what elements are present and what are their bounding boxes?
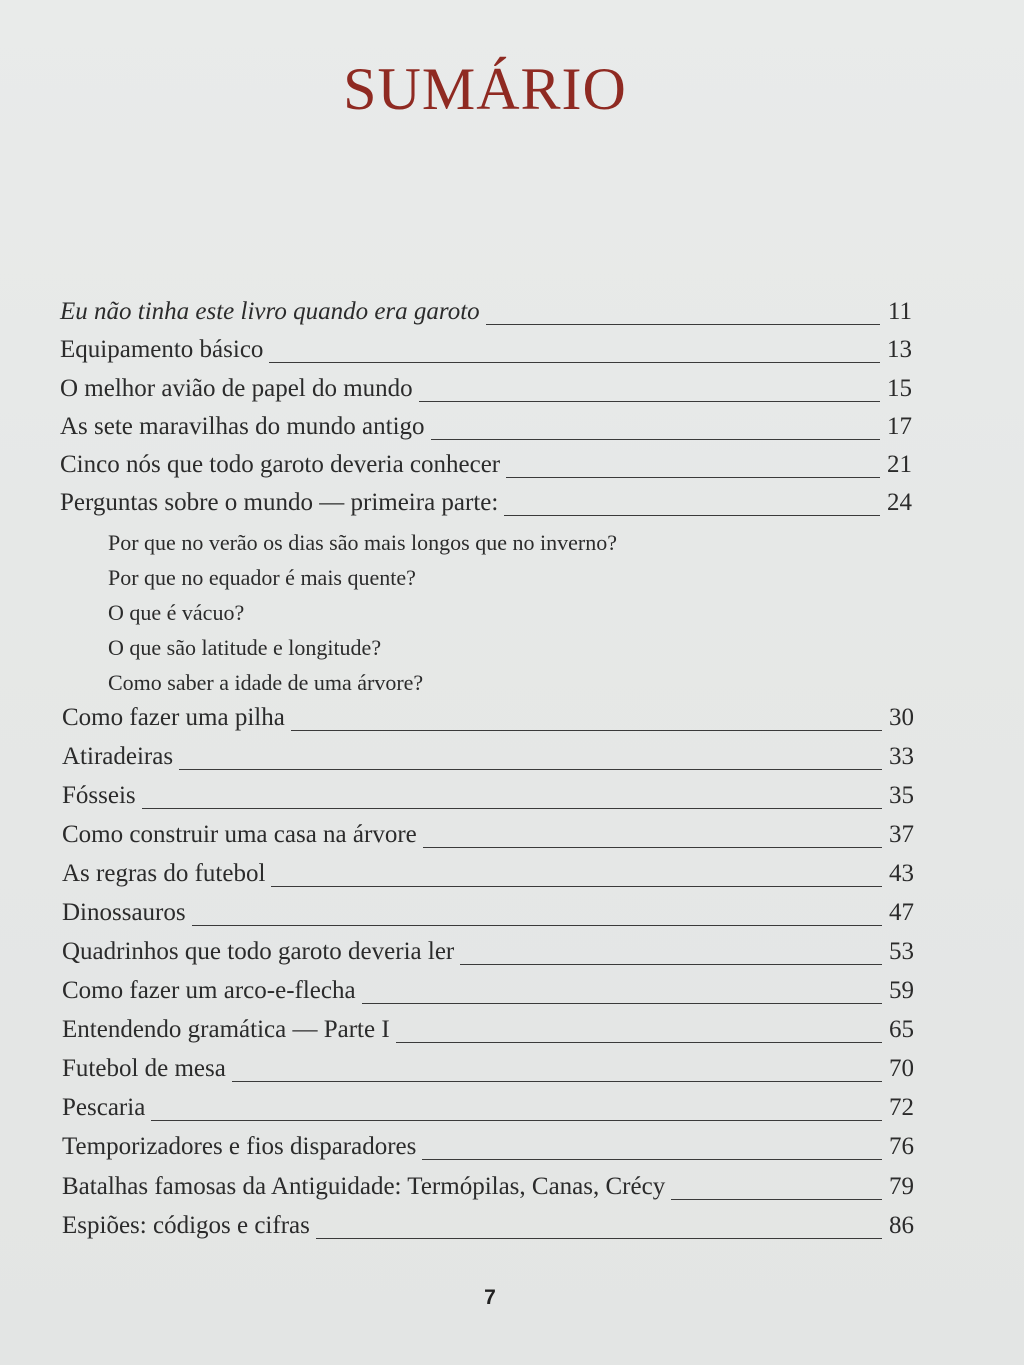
toc-subentry: Por que no verão os dias são mais longos que no inverno? (108, 530, 617, 555)
dot-leader (362, 1003, 882, 1004)
page-number: 7 (484, 1286, 496, 1309)
page-title: SUMÁRIO (343, 56, 627, 122)
toc-entry-label: O melhor avião de papel do mundo (60, 375, 413, 402)
toc-entry (60, 375, 912, 411)
dot-leader (269, 362, 880, 363)
toc-entry (62, 977, 914, 1013)
toc-entry-label: Como construir uma casa na árvore (62, 821, 417, 848)
dot-leader (192, 925, 882, 926)
toc-entry-page: 33 (889, 743, 914, 770)
dot-leader (506, 477, 880, 478)
toc-entry (62, 1173, 914, 1209)
toc-entry-label: As regras do futebol (62, 860, 266, 887)
toc-entry-page: 47 (889, 899, 914, 926)
dot-leader (419, 401, 880, 402)
toc-subentry: O que é vácuo? (108, 600, 245, 625)
toc-entry (60, 451, 912, 487)
dot-leader (486, 324, 880, 325)
toc-entry-label: Entendendo gramática — Parte I (62, 1016, 390, 1043)
toc-entry-label: Dinossauros (62, 899, 186, 926)
toc-entry (62, 938, 914, 974)
dot-leader (271, 886, 882, 887)
toc-entry-label: Fósseis (62, 782, 136, 809)
toc-entry-page: 35 (889, 782, 914, 809)
dot-leader (151, 1120, 882, 1121)
toc-entry (62, 782, 914, 818)
toc-entry-page: 30 (889, 704, 914, 731)
dot-leader (316, 1238, 882, 1239)
toc-entry-label: Cinco nós que todo garoto deveria conhecer (60, 451, 501, 478)
toc-entry-page: 11 (887, 298, 912, 325)
dot-leader (291, 730, 882, 731)
dot-leader (504, 515, 880, 516)
toc-entry-label: Eu não tinha este livro quando era garoto (60, 298, 480, 325)
toc-entry (62, 1212, 914, 1248)
dot-leader (460, 964, 882, 965)
toc-entry-label: Como fazer uma pilha (62, 704, 285, 731)
dot-leader (671, 1199, 882, 1200)
dot-leader (431, 439, 880, 440)
toc-entry (62, 860, 914, 896)
toc-entry-page: 17 (887, 413, 912, 440)
toc-subentry: O que são latitude e longitude? (108, 635, 382, 660)
toc-entry (62, 821, 914, 857)
dot-leader (142, 808, 882, 809)
toc-subentry: Como saber a idade de uma árvore? (108, 670, 424, 695)
toc-entry-page: 76 (889, 1133, 914, 1160)
toc-entry (62, 1133, 914, 1169)
toc-entry-page: 43 (889, 860, 914, 887)
toc-entry (62, 704, 914, 740)
dot-leader (179, 769, 882, 770)
toc-entry-page: 13 (887, 336, 912, 363)
toc-entry-page: 37 (889, 821, 914, 848)
toc-entry (62, 1094, 914, 1130)
toc-entry-label: As sete maravilhas do mundo antigo (60, 413, 425, 440)
toc-entry (60, 413, 912, 449)
toc-entry-page: 70 (889, 1055, 914, 1082)
toc-entry-page: 15 (887, 375, 912, 402)
toc-entry (60, 489, 912, 525)
toc-entry-page: 72 (889, 1094, 914, 1121)
toc-entry (60, 298, 912, 334)
toc-entry-label: Futebol de mesa (62, 1055, 226, 1082)
toc-subentry: Por que no equador é mais quente? (108, 565, 416, 590)
toc-entry (62, 1016, 914, 1052)
toc-entry-page: 21 (887, 451, 912, 478)
toc-entry-label: Atiradeiras (62, 743, 174, 770)
toc-entry (60, 336, 912, 372)
dot-leader (423, 847, 882, 848)
toc-entry (62, 899, 914, 935)
toc-entry-page: 65 (889, 1016, 914, 1043)
toc-entry-page: 79 (889, 1173, 914, 1200)
toc-entry-page: 59 (889, 977, 914, 1004)
dot-leader (422, 1159, 882, 1160)
toc-entry (62, 743, 914, 779)
toc-entry-label: Pescaria (62, 1094, 146, 1121)
toc-entry-label: Perguntas sobre o mundo — primeira parte: (60, 489, 499, 516)
dot-leader (396, 1042, 882, 1043)
toc-entry-label: Temporizadores e fios disparadores (62, 1133, 417, 1160)
dot-leader (232, 1081, 882, 1082)
toc-entry (62, 1055, 914, 1091)
toc-entry-label: Quadrinhos que todo garoto deveria ler (62, 938, 455, 965)
toc-entry-label: Como fazer um arco-e-flecha (62, 977, 356, 1004)
toc-entry-page: 86 (889, 1212, 914, 1239)
toc-entry-page: 24 (887, 489, 912, 516)
toc-entry-label: Equipamento básico (60, 336, 264, 363)
toc-entry-label: Espiões: códigos e cifras (62, 1212, 310, 1239)
toc-entry-label: Batalhas famosas da Antiguidade: Termópilas, Canas, Crécy (62, 1173, 666, 1200)
toc-entry-page: 53 (889, 938, 914, 965)
